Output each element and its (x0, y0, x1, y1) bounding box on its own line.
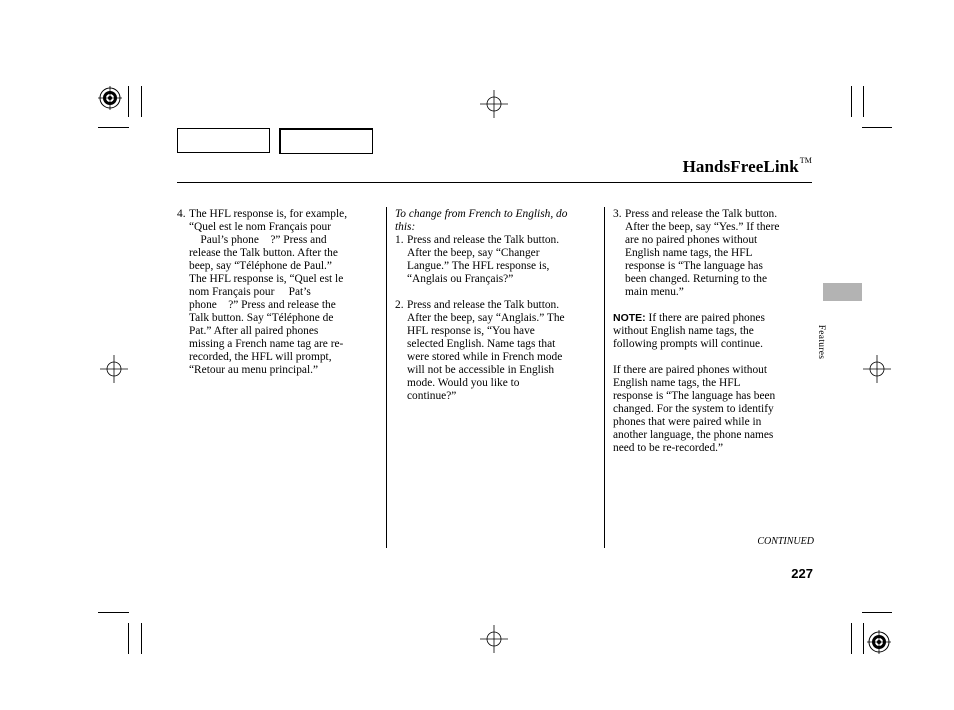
text-line: response is “The language has (625, 260, 763, 272)
text-line: been changed. Returning to the (625, 273, 768, 285)
text-line: “Quel est le nom Français pour (189, 221, 332, 233)
crop-mark (141, 86, 142, 117)
note-block (613, 312, 818, 351)
text-line: Press and release the Talk button. (625, 208, 778, 220)
text-line: are no paired phones without (625, 234, 758, 246)
section-side-tab (823, 283, 862, 301)
step-number: 1. (395, 234, 404, 246)
crop-mark (851, 623, 852, 654)
step-item-4 (177, 208, 382, 377)
section-title (683, 156, 812, 177)
text-line: After the beep, say “Anglais.” The (407, 312, 565, 324)
text-line: If there are paired phones without (613, 364, 768, 376)
text-line: After the beep, say “Yes.” If there (625, 221, 780, 233)
text-line: English name tags, the HFL (613, 377, 741, 389)
crop-mark (128, 623, 129, 654)
text-line: Press and release the Talk button. (407, 299, 560, 311)
header-tab-box (177, 128, 270, 153)
header-rule (177, 182, 812, 183)
text-line: mode. Would you like to (407, 377, 520, 389)
note-text: If there are paired phones (645, 312, 765, 324)
text-line: Press and release the Talk button. (407, 234, 560, 246)
crosshair-icon (480, 625, 508, 653)
column-1 (177, 208, 382, 377)
text-line (613, 312, 818, 325)
text-line: selected English. Name tags that (407, 338, 556, 350)
intro-line: this: (395, 221, 416, 233)
text-line: Langue.” The HFL response is, (407, 260, 550, 272)
text-line: The HFL response is, “Quel est le (189, 273, 344, 285)
text-line: English name tags, the HFL (625, 247, 753, 259)
text-line: main menu.” (625, 286, 684, 298)
crop-mark (98, 127, 129, 128)
text-line: Pat.” After all paired phones (189, 325, 319, 337)
crop-mark (863, 86, 864, 117)
step-item-3 (613, 208, 818, 299)
step-item-1 (395, 234, 600, 286)
text-line: HFL response is, “You have (407, 325, 535, 337)
crosshair-icon (480, 90, 508, 118)
text-line: need to be re-recorded.” (613, 442, 724, 454)
column-divider (604, 207, 605, 548)
continued-label: CONTINUED (757, 536, 814, 547)
text-line: Talk button. Say “Téléphone de (189, 312, 334, 324)
crosshair-icon (863, 355, 891, 383)
text-line: following prompts will continue. (613, 338, 763, 350)
crosshair-icon (100, 355, 128, 383)
column-divider (386, 207, 387, 548)
text-line: changed. For the system to identify (613, 403, 774, 415)
text-line: “Anglais ou Français?” (407, 273, 514, 285)
text-line: were stored while in French mode (407, 351, 563, 363)
crop-mark (98, 612, 129, 613)
page-number: 227 (791, 566, 813, 581)
step-number: 3. (613, 208, 622, 220)
text-line: recorded, the HFL will prompt, (189, 351, 332, 363)
text-line: “Retour au menu principal.” (189, 364, 319, 376)
registration-target-icon (98, 86, 122, 110)
paragraph (613, 364, 818, 455)
column-3 (613, 208, 818, 455)
trademark-symbol: TM (799, 156, 812, 165)
header-tab-box (279, 128, 373, 154)
text-line: another language, the phone names (613, 429, 774, 441)
text-line: After the beep, say “Changer (407, 247, 540, 259)
side-tab-label: Features (816, 324, 826, 360)
crop-mark (863, 623, 864, 654)
text-line: The HFL response is, for example, (189, 208, 348, 220)
text-line: nom Français pour Pat’s (189, 286, 311, 298)
text-line: phones that were paired while in (613, 416, 762, 428)
crop-mark (851, 86, 852, 117)
step-number: 2. (395, 299, 404, 311)
step-number: 4. (177, 208, 186, 220)
crop-mark (128, 86, 129, 117)
text-line: Paul’s phone ?” Press and (189, 234, 327, 246)
note-label: NOTE: (613, 312, 646, 324)
column-2 (395, 208, 600, 403)
crop-mark (862, 127, 892, 128)
section-title-text: HandsFreeLink (682, 157, 799, 176)
text-line: missing a French name tag are re- (189, 338, 344, 350)
text-line: response is “The language has been (613, 390, 776, 402)
crop-mark (862, 612, 892, 613)
text-line: phone ?” Press and release the (189, 299, 336, 311)
text-line: continue?” (407, 390, 457, 402)
intro-line: To change from French to English, do (395, 208, 568, 220)
text-line: will not be accessible in English (407, 364, 555, 376)
registration-target-icon (867, 630, 891, 654)
text-line: release the Talk button. After the (189, 247, 338, 259)
crop-mark (141, 623, 142, 654)
step-item-2 (395, 299, 600, 403)
text-line: without English name tags, the (613, 325, 754, 337)
text-line: beep, say “Téléphone de Paul.” (189, 260, 332, 272)
